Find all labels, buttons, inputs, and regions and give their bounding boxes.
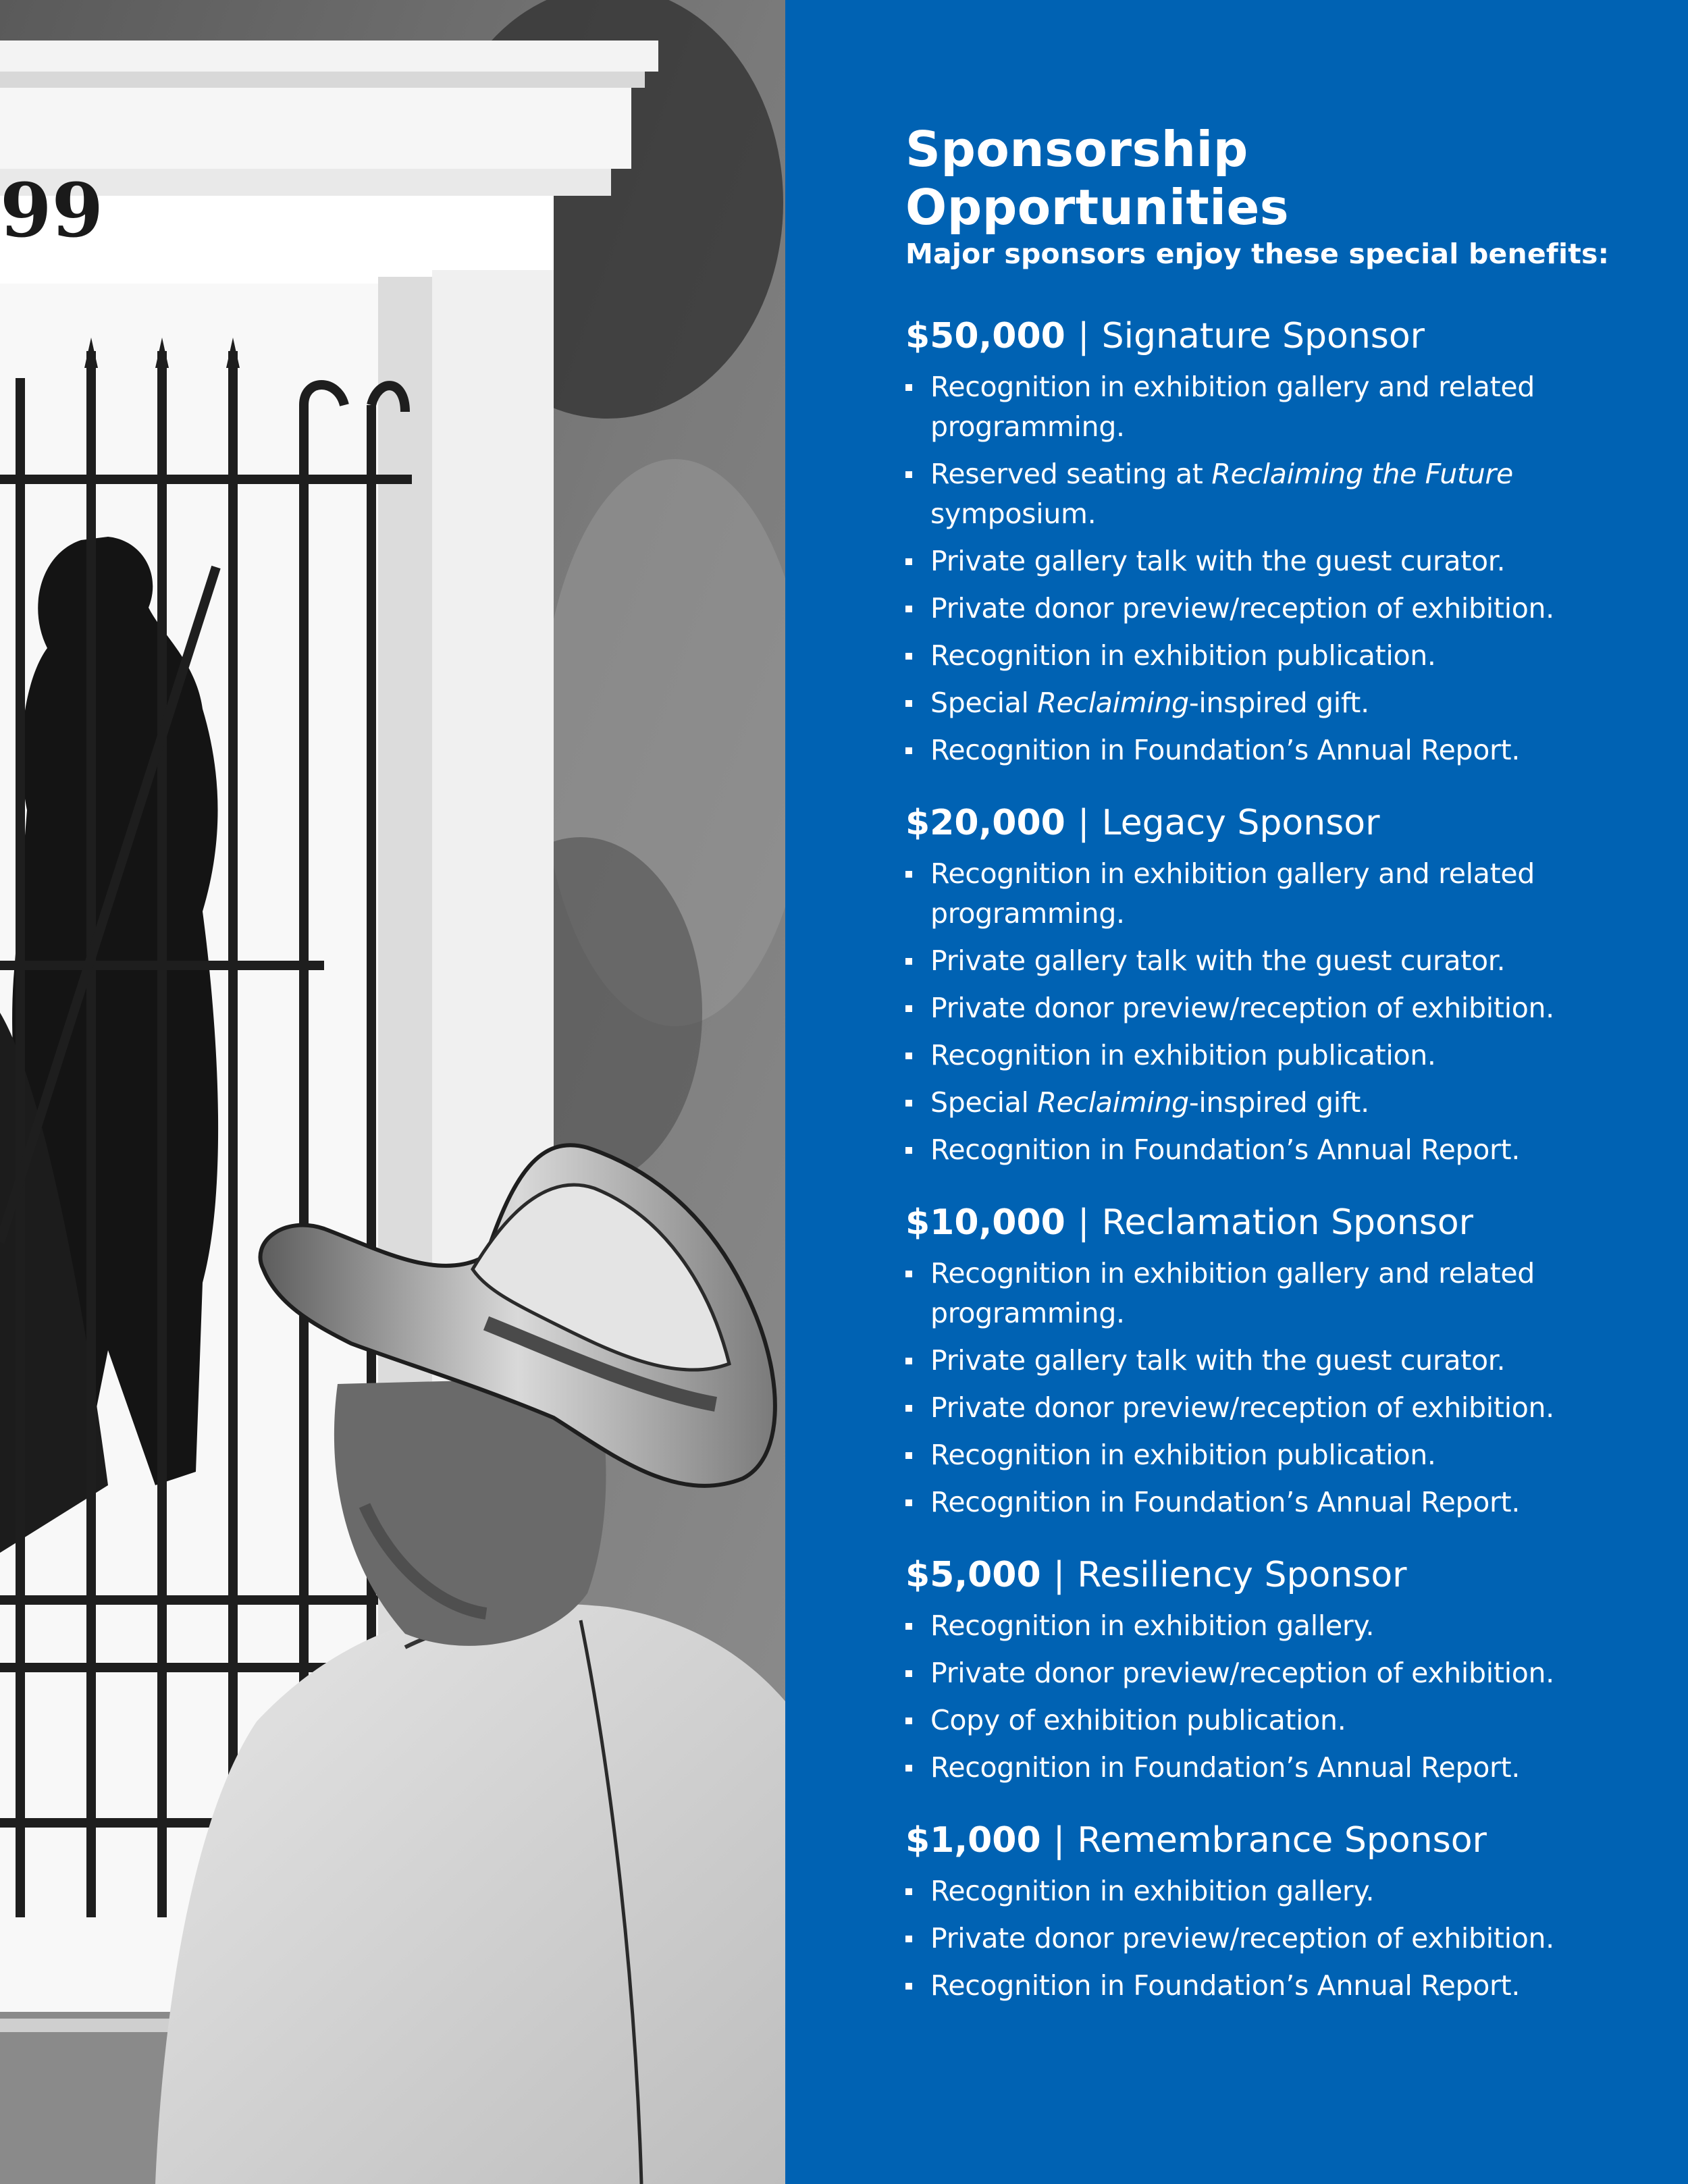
benefit-text: Recognition in exhibition gallery and related programming. xyxy=(930,371,1535,443)
tier-amount: $10,000 xyxy=(905,1202,1065,1243)
benefit-text: Private donor preview/reception of exhibition. xyxy=(930,1391,1554,1424)
benefit-text: symposium. xyxy=(930,498,1097,530)
benefit-item xyxy=(905,367,1635,447)
benefit-text: Recognition in exhibition publication. xyxy=(930,1439,1436,1471)
benefit-emphasis: Reclaiming the Future xyxy=(1211,458,1513,490)
tier-name: Remembrance Sponsor xyxy=(1077,1820,1487,1861)
tier-amount: $50,000 xyxy=(905,316,1065,356)
house-number: 99 xyxy=(0,167,104,254)
tier-reclamation-sponsor xyxy=(905,1198,1635,1522)
gate-illustration xyxy=(0,0,785,2184)
benefit-list xyxy=(905,1254,1635,1522)
bullet-icon xyxy=(905,1983,912,1990)
bullet-icon xyxy=(905,958,912,965)
tier-name: Resiliency Sponsor xyxy=(1077,1555,1407,1595)
tier-separator: | xyxy=(1053,1555,1065,1595)
tier-remembrance-sponsor xyxy=(905,1816,1635,2006)
bullet-icon xyxy=(905,1405,912,1412)
benefit-text: Recognition in exhibition publication. xyxy=(930,1039,1436,1071)
benefit-text: -inspired gift. xyxy=(1188,687,1369,719)
benefit-text: Private donor preview/reception of exhibition. xyxy=(930,992,1554,1024)
benefit-text: Special xyxy=(930,687,1038,719)
tier-signature-sponsor xyxy=(905,312,1635,770)
illustration-artwork xyxy=(0,0,785,2184)
benefit-text: Private donor preview/reception of exhibition. xyxy=(930,1657,1554,1689)
benefit-text: Recognition in Foundation’s Annual Report. xyxy=(930,1751,1521,1784)
tier-name: Legacy Sponsor xyxy=(1101,803,1380,843)
benefit-text: Recognition in exhibition gallery and related programming. xyxy=(930,857,1535,930)
bullet-icon xyxy=(905,1053,912,1059)
benefit-item xyxy=(905,1036,1635,1075)
benefit-list xyxy=(905,367,1635,770)
benefit-text: Recognition in exhibition publication. xyxy=(930,639,1436,672)
sponsorship-content xyxy=(905,120,1635,2034)
benefit-text: Copy of exhibition publication. xyxy=(930,1704,1346,1736)
benefit-text: Recognition in exhibition gallery. xyxy=(930,1609,1375,1642)
benefit-text: Private gallery talk with the guest curator. xyxy=(930,1344,1506,1377)
page-subtitle: Major sponsors enjoy these special benefits: xyxy=(905,238,1610,270)
bullet-icon xyxy=(905,1888,912,1895)
benefit-item xyxy=(905,683,1635,723)
benefit-text: Private donor preview/reception of exhibition. xyxy=(930,592,1554,624)
bullet-icon xyxy=(905,471,912,478)
bullet-icon xyxy=(905,1271,912,1277)
bullet-icon xyxy=(905,384,912,391)
benefit-item xyxy=(905,1606,1635,1646)
bullet-icon xyxy=(905,1499,912,1506)
tier-amount: $20,000 xyxy=(905,803,1065,843)
tier-heading xyxy=(905,1816,1635,1865)
benefit-item xyxy=(905,1435,1635,1475)
bullet-icon xyxy=(905,1717,912,1724)
benefit-text: Private gallery talk with the guest curator. xyxy=(930,944,1506,977)
tier-heading xyxy=(905,312,1635,361)
benefit-item xyxy=(905,636,1635,676)
benefit-list xyxy=(905,854,1635,1170)
benefit-text: Recognition in Foundation’s Annual Report. xyxy=(930,1486,1521,1518)
tier-heading xyxy=(905,1551,1635,1599)
benefit-text: Recognition in Foundation’s Annual Report. xyxy=(930,1134,1521,1166)
benefit-text: Special xyxy=(930,1086,1038,1119)
benefit-item xyxy=(905,589,1635,629)
bullet-icon xyxy=(905,606,912,612)
sponsor-tiers xyxy=(905,312,1635,2006)
tier-resiliency-sponsor xyxy=(905,1551,1635,1788)
tier-legacy-sponsor xyxy=(905,799,1635,1170)
benefit-item xyxy=(905,1871,1635,1911)
bullet-icon xyxy=(905,653,912,660)
bullet-icon xyxy=(905,1100,912,1107)
page-title: Sponsorship Opportunities xyxy=(905,121,1290,236)
benefit-item xyxy=(905,941,1635,981)
bullet-icon xyxy=(905,700,912,707)
bullet-icon xyxy=(905,1005,912,1012)
benefit-item xyxy=(905,1083,1635,1123)
benefit-text: Private donor preview/reception of exhibition. xyxy=(930,1922,1554,1954)
bullet-icon xyxy=(905,747,912,754)
bullet-icon xyxy=(905,1670,912,1677)
tier-amount: $1,000 xyxy=(905,1820,1041,1861)
benefit-item xyxy=(905,1966,1635,2006)
benefit-item xyxy=(905,1130,1635,1170)
benefit-item xyxy=(905,1483,1635,1522)
benefit-item xyxy=(905,1653,1635,1693)
bullet-icon xyxy=(905,1452,912,1459)
benefit-list xyxy=(905,1871,1635,2006)
benefit-item xyxy=(905,1748,1635,1788)
benefit-text: Recognition in Foundation’s Annual Report. xyxy=(930,1969,1521,2002)
tier-separator: | xyxy=(1077,1202,1090,1243)
bullet-icon xyxy=(905,1765,912,1772)
bullet-icon xyxy=(905,1623,912,1630)
tier-separator: | xyxy=(1077,803,1090,843)
benefit-item xyxy=(905,1701,1635,1740)
benefit-emphasis: Reclaiming xyxy=(1037,687,1189,719)
benefit-item xyxy=(905,1341,1635,1381)
benefit-item xyxy=(905,854,1635,934)
benefit-item xyxy=(905,730,1635,770)
benefit-item xyxy=(905,988,1635,1028)
benefit-emphasis: Reclaiming xyxy=(1037,1086,1189,1119)
tier-separator: | xyxy=(1053,1820,1065,1861)
benefit-item xyxy=(905,541,1635,581)
benefit-text: Recognition in exhibition gallery and related programming. xyxy=(930,1257,1535,1329)
benefit-item xyxy=(905,1388,1635,1428)
bullet-icon xyxy=(905,1358,912,1364)
benefit-list xyxy=(905,1606,1635,1788)
benefit-text: Recognition in exhibition gallery. xyxy=(930,1875,1375,1907)
tier-heading xyxy=(905,799,1635,847)
benefit-text: Recognition in Foundation’s Annual Report. xyxy=(930,734,1521,766)
tier-separator: | xyxy=(1077,316,1090,356)
tier-amount: $5,000 xyxy=(905,1555,1041,1595)
tier-heading xyxy=(905,1198,1635,1247)
bullet-icon xyxy=(905,1936,912,1942)
bullet-icon xyxy=(905,558,912,565)
bullet-icon xyxy=(905,1147,912,1154)
tier-name: Reclamation Sponsor xyxy=(1101,1202,1474,1243)
benefit-text: Reserved seating at xyxy=(930,458,1212,490)
benefit-item xyxy=(905,454,1635,534)
benefit-text: -inspired gift. xyxy=(1188,1086,1369,1119)
benefit-item xyxy=(905,1254,1635,1333)
tier-name: Signature Sponsor xyxy=(1101,316,1425,356)
bullet-icon xyxy=(905,871,912,878)
benefit-text: Private gallery talk with the guest curator. xyxy=(930,545,1506,577)
benefit-item xyxy=(905,1919,1635,1959)
sponsorship-panel xyxy=(785,0,1688,2184)
